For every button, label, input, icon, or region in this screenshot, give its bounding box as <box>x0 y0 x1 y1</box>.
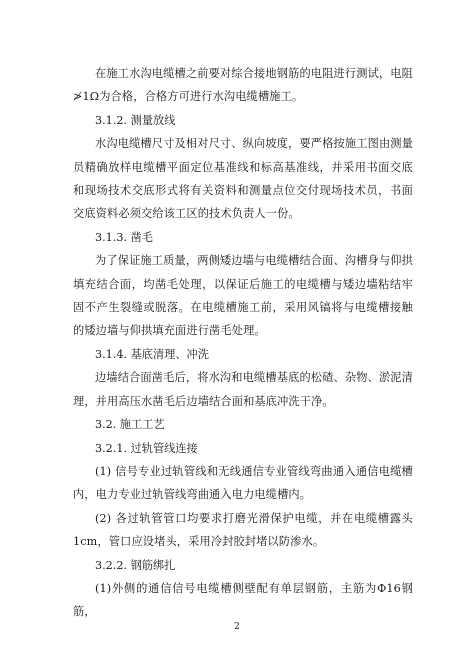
paragraph-chiseling: 为了保证施工质量，两侧矮边墙与电缆槽结合面、沟槽身与仰拱填充结合面，均凿毛处理，以保证后施工的电缆槽与矮边墙粘结牢固不产生裂缝或脱落。在电缆槽施工前，采用风镐将与电缆槽接触的矮边墙与仰拱填充面进行凿毛处理。 <box>73 254 413 338</box>
heading-3-2-2: 3.2.2. 钢筋绑扎 <box>95 558 176 572</box>
heading-3-1-4: 3.1.4. 基底清理、冲洗 <box>95 347 209 361</box>
paragraph-base-cleaning: 边墙结合面凿毛后，将水沟和电缆槽基底的松碴、杂物、淤泥清理，并用高压水凿毛后边墙结合面和基底冲洗干净。 <box>73 371 413 408</box>
paragraph-survey-layout: 水沟电缆槽尺寸及相对尺寸、纵向坡度，要严格按施工图由测量员精确放样电缆槽平面定位基准线和标高基准线，并采用书面交底和现场技术交底形式将有关资料和测量点位交付现场技术员，书面交底资料必须交给该工区的技术负责人一份。 <box>73 137 413 221</box>
heading-3-2-1: 3.2.1. 过轨管线连接 <box>95 441 198 455</box>
paragraph-item-1-pipes: (1) 信号专业过轨管线和无线通信专业管线弯曲通入通信电缆槽内，电力专业过轨管线弯曲通入电力电缆槽内。 <box>73 464 413 502</box>
document-body <box>73 62 413 624</box>
page-number: 2 <box>234 622 240 632</box>
paragraph-item-2-pipe-openings: (2) 各过轨管管口均要求打磨光滑保护电缆，并在电缆槽露头1cm，管口应设堵头，采用冷封胶封堵以防渗水。 <box>73 511 413 549</box>
heading-3-1-3: 3.1.3. 凿毛 <box>95 230 153 244</box>
paragraph-rebar-outer: (1)外侧的通信信号电缆槽侧壁配有单层钢筋，主筋为Φ16钢筋， <box>73 581 413 619</box>
paragraph-resistance-test: 在施工水沟电缆槽之前要对综合接地钢筋的电阻进行测试，电阻≯1Ω为合格，合格方可进行水沟电缆槽施工。 <box>73 67 413 104</box>
heading-3-2: 3.2. 施工工艺 <box>95 418 165 432</box>
heading-3-1-2: 3.1.2. 测量放线 <box>95 113 176 127</box>
